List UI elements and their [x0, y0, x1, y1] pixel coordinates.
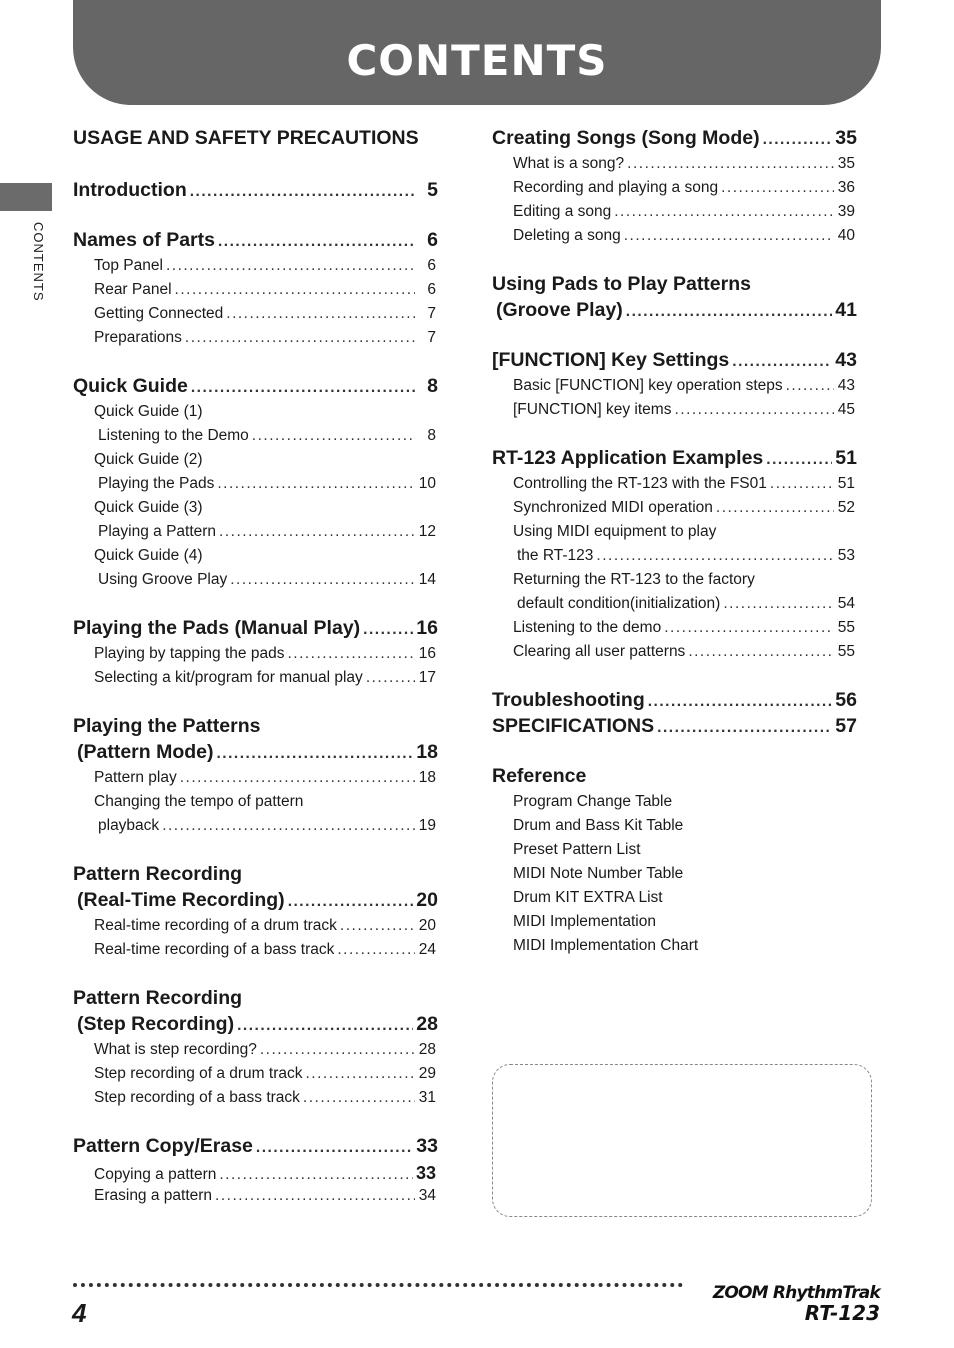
- toc-page: 40: [837, 227, 855, 244]
- toc-heading-pattern-mode[interactable]: [73, 741, 438, 764]
- toc-page: 20: [416, 889, 438, 911]
- toc-page: 24: [418, 941, 436, 958]
- toc-label: Editing a song: [513, 203, 612, 220]
- toc-heading-step[interactable]: [73, 1013, 438, 1036]
- toc-page: 7: [427, 305, 436, 322]
- leader-dots: [218, 233, 415, 251]
- leader-dots: [219, 1166, 413, 1184]
- leader-dots: [306, 1065, 416, 1083]
- leader-dots: [166, 257, 415, 275]
- toc-subtitle: Quick Guide (2): [94, 451, 203, 468]
- toc-heading-groove-line1[interactable]: Using Pads to Play Patterns: [492, 273, 751, 295]
- toc-item[interactable]: [73, 305, 438, 323]
- leader-dots: [226, 305, 415, 323]
- toc-heading-step-line1[interactable]: Pattern Recording: [73, 987, 243, 1009]
- toc-label: Creating Songs (Song Mode): [492, 127, 760, 149]
- toc-heading-troubleshooting[interactable]: [492, 689, 857, 712]
- reference-item[interactable]: MIDI Implementation: [513, 913, 656, 930]
- toc-page: 33: [416, 1135, 438, 1157]
- toc-page: 14: [418, 571, 436, 588]
- toc-label: SPECIFICATIONS: [492, 715, 655, 737]
- reference-item[interactable]: Preset Pattern List: [513, 841, 641, 858]
- leader-dots: [260, 1041, 415, 1059]
- toc-item[interactable]: [73, 1163, 438, 1184]
- toc-page: 6: [427, 257, 436, 274]
- brand-logo: [690, 1283, 880, 1323]
- side-tab: [0, 183, 52, 211]
- toc-label: Using Groove Play: [98, 571, 228, 588]
- toc-item[interactable]: [492, 595, 857, 613]
- toc-page: 56: [835, 689, 857, 711]
- leader-dots: [716, 499, 834, 517]
- toc-heading-app-examples[interactable]: [492, 447, 857, 470]
- toc-heading-reference[interactable]: Reference: [492, 765, 587, 787]
- toc-page: 31: [418, 1089, 436, 1106]
- toc-subtitle: Quick Guide (3): [94, 499, 203, 516]
- toc-item[interactable]: [73, 917, 438, 935]
- toc-page: 28: [416, 1013, 438, 1035]
- toc-page: 43: [837, 377, 855, 394]
- leader-dots: [721, 179, 834, 197]
- toc-label: Clearing all user patterns: [513, 643, 686, 660]
- toc-page: 51: [835, 447, 857, 469]
- toc-page: 36: [837, 179, 855, 196]
- leader-dots: [252, 427, 415, 445]
- toc-item[interactable]: [73, 1187, 438, 1205]
- leader-dots: [287, 645, 415, 663]
- toc-page: 8: [427, 427, 436, 444]
- toc-label: playback: [98, 817, 160, 834]
- toc-subtitle: Quick Guide (1): [94, 403, 203, 420]
- toc-label: Selecting a kit/program for manual play: [94, 669, 363, 686]
- toc-page: 6: [427, 281, 436, 298]
- toc-page: 54: [837, 595, 855, 612]
- toc-item[interactable]: [492, 499, 857, 517]
- toc-item[interactable]: [73, 329, 438, 347]
- toc-subtitle: Quick Guide (4): [94, 547, 203, 564]
- leader-dots: [366, 669, 415, 687]
- toc-item[interactable]: [492, 377, 857, 395]
- leader-dots: [624, 227, 834, 245]
- leader-dots: [162, 817, 415, 835]
- page-number: 4: [72, 1298, 87, 1328]
- toc-page: 16: [416, 617, 438, 639]
- footer-divider: [73, 1283, 683, 1289]
- note-box: [492, 1064, 872, 1217]
- leader-dots: [191, 379, 415, 397]
- toc-label: Synchronized MIDI operation: [513, 499, 713, 516]
- toc-label: Step recording of a drum track: [94, 1065, 303, 1082]
- toc-page: 52: [837, 499, 855, 516]
- toc-page: 5: [427, 179, 438, 201]
- toc-item[interactable]: [492, 401, 857, 419]
- toc-page: 41: [835, 299, 857, 321]
- leader-dots: [770, 475, 834, 493]
- brand-line1: ZOOM RhythmTrak: [712, 1283, 880, 1303]
- leader-dots: [664, 619, 834, 637]
- leader-dots: [230, 571, 415, 589]
- reference-item[interactable]: Drum and Bass Kit Table: [513, 817, 684, 834]
- toc-label: Listening to the Demo: [98, 427, 249, 444]
- toc-item[interactable]: [492, 475, 857, 493]
- toc-page: 6: [427, 229, 438, 251]
- toc-item[interactable]: [73, 475, 438, 493]
- leader-dots: [175, 281, 415, 299]
- toc-label: RT-123 Application Examples: [492, 447, 764, 469]
- toc-item[interactable]: [492, 179, 857, 197]
- toc-heading-names-of-parts[interactable]: [73, 229, 438, 252]
- toc-label: What is a song?: [513, 155, 625, 172]
- leader-dots: [657, 719, 832, 737]
- toc-page: 8: [427, 375, 438, 397]
- leader-dots: [732, 353, 832, 371]
- toc-item[interactable]: [492, 155, 857, 173]
- leader-dots: [363, 621, 413, 639]
- toc-page: 35: [837, 155, 855, 172]
- toc-item[interactable]: [73, 769, 438, 787]
- leader-dots: [337, 941, 415, 959]
- toc-page: 7: [427, 329, 436, 346]
- toc-label: [FUNCTION] Key Settings: [492, 349, 730, 371]
- toc-page: 19: [418, 817, 436, 834]
- toc-label: Getting Connected: [94, 305, 224, 322]
- toc-page: 18: [418, 769, 436, 786]
- toc-page: 16: [418, 645, 436, 662]
- toc-item[interactable]: [73, 281, 438, 299]
- toc-item[interactable]: [492, 203, 857, 221]
- leader-dots: [766, 451, 832, 469]
- leader-dots: [180, 769, 415, 787]
- leader-dots: [614, 203, 834, 221]
- toc-page: 39: [837, 203, 855, 220]
- toc-label: Quick Guide: [73, 375, 188, 397]
- toc-label: Top Panel: [94, 257, 163, 274]
- toc-item[interactable]: [73, 523, 438, 541]
- leader-dots: [215, 1187, 415, 1205]
- toc-item[interactable]: [73, 941, 438, 959]
- toc-heading-introduction[interactable]: [73, 179, 438, 202]
- toc-page: 17: [418, 669, 436, 686]
- toc-label: Playing the Pads: [98, 475, 215, 492]
- toc-page: 55: [837, 619, 855, 636]
- toc-heading-realtime[interactable]: [73, 889, 438, 912]
- toc-label: (Groove Play): [496, 299, 623, 321]
- reference-item[interactable]: MIDI Implementation Chart: [513, 937, 699, 954]
- toc-label: Basic [FUNCTION] key operation steps: [513, 377, 783, 394]
- toc-label: Playing by tapping the pads: [94, 645, 285, 662]
- toc-label: Step recording of a bass track: [94, 1089, 300, 1106]
- toc-label: Real-time recording of a drum track: [94, 917, 337, 934]
- toc-label: Erasing a pattern: [94, 1187, 213, 1204]
- toc-heading-specifications[interactable]: [492, 715, 857, 738]
- leader-dots: [626, 303, 833, 321]
- toc-item[interactable]: [73, 257, 438, 275]
- toc-item[interactable]: [492, 643, 857, 661]
- leader-dots: [763, 131, 833, 149]
- brand-line2: RT-123: [804, 1301, 880, 1325]
- toc-item[interactable]: [73, 1065, 438, 1083]
- toc-label: Preparations: [94, 329, 182, 346]
- toc-heading-quick-guide[interactable]: [73, 375, 438, 398]
- toc-page: 35: [835, 127, 857, 149]
- toc-label: (Pattern Mode): [77, 741, 214, 763]
- toc-label: (Step Recording): [77, 1013, 235, 1035]
- toc-item[interactable]: [492, 619, 857, 637]
- toc-label: Pattern play: [94, 769, 177, 786]
- toc-page: 20: [418, 917, 436, 934]
- toc-label: [FUNCTION] key items: [513, 401, 672, 418]
- leader-dots: [185, 329, 415, 347]
- reference-item[interactable]: Drum KIT EXTRA List: [513, 889, 663, 906]
- toc-page: 10: [418, 475, 436, 492]
- toc-page: 28: [418, 1041, 436, 1058]
- toc-label: Deleting a song: [513, 227, 621, 244]
- toc-label: Introduction: [73, 179, 187, 201]
- toc-item[interactable]: [73, 669, 438, 687]
- leader-dots: [237, 1017, 413, 1035]
- toc-heading-realtime-line1[interactable]: Pattern Recording: [73, 863, 243, 885]
- toc-label: Troubleshooting: [492, 689, 645, 711]
- reference-item[interactable]: Program Change Table: [513, 793, 673, 810]
- toc-label: Controlling the RT-123 with the FS01: [513, 475, 767, 492]
- toc-heading-groove-play[interactable]: [492, 299, 857, 322]
- toc-label: Names of Parts: [73, 229, 215, 251]
- toc-label: Listening to the demo: [513, 619, 662, 636]
- toc-item-line1: Changing the tempo of pattern: [94, 793, 304, 810]
- toc-page: 55: [837, 643, 855, 660]
- leader-dots: [688, 643, 834, 661]
- toc-label: Playing the Pads (Manual Play): [73, 617, 361, 639]
- toc-label: Playing a Pattern: [98, 523, 217, 540]
- leader-dots: [627, 155, 834, 173]
- toc-item-line1: Using MIDI equipment to play: [513, 523, 717, 540]
- toc-label: the RT-123: [517, 547, 594, 564]
- page-title: CONTENTS: [346, 36, 608, 85]
- toc-page: 29: [418, 1065, 436, 1082]
- toc-page: 57: [835, 715, 857, 737]
- toc-label: What is step recording?: [94, 1041, 257, 1058]
- toc-label: Rear Panel: [94, 281, 172, 298]
- leader-dots: [596, 547, 834, 565]
- toc-heading-pattern-mode-line1[interactable]: Playing the Patterns: [73, 715, 261, 737]
- leader-dots: [648, 693, 833, 711]
- toc-page: 18: [416, 741, 438, 763]
- toc-item[interactable]: [73, 817, 438, 835]
- toc-label: Copying a pattern: [94, 1166, 217, 1183]
- toc-heading-usage[interactable]: USAGE AND SAFETY PRECAUTIONS: [73, 127, 419, 149]
- toc-page: 12: [418, 523, 436, 540]
- side-tab-label: CONTENTS: [31, 222, 46, 302]
- leader-dots: [674, 401, 834, 419]
- toc-item[interactable]: [73, 1041, 438, 1059]
- toc-page: 51: [837, 475, 855, 492]
- toc-heading-manual-play[interactable]: [73, 617, 438, 640]
- toc-page: 33: [415, 1163, 436, 1183]
- toc-page: 34: [418, 1187, 436, 1204]
- toc-page: 43: [835, 349, 857, 371]
- toc-page: 45: [837, 401, 855, 418]
- toc-item[interactable]: [73, 1089, 438, 1107]
- toc-item[interactable]: [73, 645, 438, 663]
- leader-dots: [190, 183, 415, 201]
- reference-item[interactable]: MIDI Note Number Table: [513, 865, 684, 882]
- toc-label: default condition(initialization): [517, 595, 721, 612]
- leader-dots: [217, 475, 415, 493]
- toc-label: Pattern Copy/Erase: [73, 1135, 253, 1157]
- leader-dots: [288, 893, 414, 911]
- toc-label: Real-time recording of a bass track: [94, 941, 335, 958]
- toc-item[interactable]: [492, 227, 857, 245]
- leader-dots: [723, 595, 834, 613]
- leader-dots: [786, 377, 834, 395]
- leader-dots: [303, 1089, 415, 1107]
- toc-label: (Real-Time Recording): [77, 889, 285, 911]
- leader-dots: [217, 745, 414, 763]
- leader-dots: [256, 1139, 413, 1157]
- toc-heading-song-mode[interactable]: [492, 127, 857, 150]
- toc-item-line1: Returning the RT-123 to the factory: [513, 571, 755, 588]
- toc-item[interactable]: [73, 427, 438, 445]
- toc-item[interactable]: [73, 571, 438, 589]
- leader-dots: [340, 917, 415, 935]
- leader-dots: [219, 523, 415, 541]
- toc-page: 53: [837, 547, 855, 564]
- toc-item[interactable]: [492, 547, 857, 565]
- toc-label: Recording and playing a song: [513, 179, 719, 196]
- toc-heading-copy-erase[interactable]: [73, 1135, 438, 1158]
- toc-heading-function[interactable]: [492, 349, 857, 372]
